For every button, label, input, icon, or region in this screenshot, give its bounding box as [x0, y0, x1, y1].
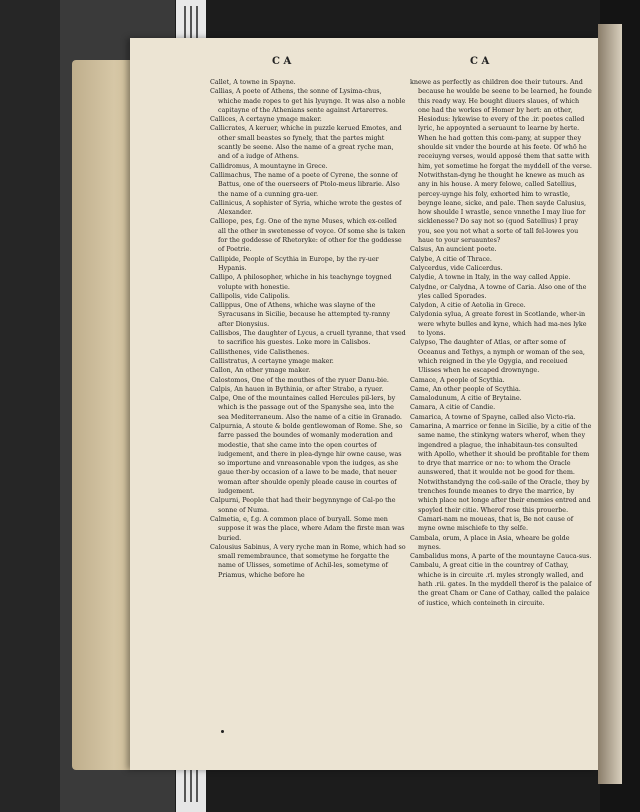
dictionary-entry: Camace, A people of Scythia. [410, 375, 505, 384]
dictionary-entry: Callimachus, The name of a poete of Cyrene, the sonne of Battus, one of the ouerseers of Ptolo-meus librarie. Also the name of a cunning gra-uer. [210, 170, 400, 198]
dictionary-entry: Calousius Sabinus, A very ryche man in Rome, which had so small remembraunce, that sometyme he forgatte the name of Ulisses, sometime of Achil-les, sometyme of Priamus, whiche before he [210, 542, 406, 579]
running-header [140, 56, 590, 74]
dictionary-entry: Calpurni, People that had their begynnynge of Cal-po the sonne of Numa. [210, 496, 396, 514]
dictionary-entry: Cambala, orum, A place in Asia, wheare be golde mynes. [410, 533, 570, 551]
dictionary-entry: Callipide, People of Scythia in Europe, by the ry-uer Hypanis. [210, 254, 379, 272]
right-column [410, 78, 592, 608]
dictionary-entry: Calpis, An hauen in Bythinia, or after Strabo, a ryuer. [210, 384, 384, 393]
background-strip [0, 0, 60, 812]
dictionary-entry: Callices, A certayne ymage maker. [210, 115, 322, 124]
dictionary-entry: Calostomos, One of the mouthes of the ryuer Danu-bie. [210, 375, 389, 384]
dictionary-entry: Callet, A towne in Spayne. [210, 78, 296, 86]
header-right: C A [470, 56, 490, 67]
dictionary-entry: Callinicus, A sophister of Syria, whiche wrote the gestes of Alexander. [210, 198, 402, 217]
left-column [210, 78, 406, 580]
dictionary-entry: Calydne, or Calydna, A towne of Caria. Also one of the yles called Sporades. [410, 282, 587, 300]
dictionary-entry: Calydon, A citie of Aetolia in Grece. [410, 301, 526, 310]
dictionary-entry: Callipo, A philosopher, whiche in his teachynge toygned volupte with honestie. [210, 273, 392, 291]
dictionary-entry: Calybe, A citie of Thrace. [410, 254, 492, 263]
dictionary-entry: Callias, A poete of Athens, the sonne of Lysima-chus, whiche made ropes to get his lyuynge. It was also a noble capitayne of the Athenians sente against Artarerres. [210, 87, 406, 114]
dictionary-entry: Calpurnia, A stoute & bolde gentlewoman of Rome. She, so farre passed the boundes of womanly moderation and modestie, that she came into the open courtes of iudgement, and there in plea-dynge hir owne cause, was so importune and vnreasonable vpon the iudges, as she gaue ther-by occasion of a lawe to be made, that neuer woman after shoulde openly pleade cause in courtes of iudgement. [210, 421, 403, 496]
dictionary-entry: Calycerdus, vide Calicerdus. [410, 263, 503, 272]
dictionary-entry: Camarina, A marrice or fenne in Sicilie, by a citie of the same name, the stinkyng waters wherof, when they ingendred a plague, the inhabitaun-tes consulted with Apollo, whether it should be profitable for them to drye that marrice or no: to whom the Oracle aunswered, that it woulde not be good for them. Notwithstandyng the coū-saile of the Oracle, they by trenches founde meanes to drye the marrice, by which place not longe after their enemies entred and spoyled their citie. Wherof rose this prouerbe. Camari-nam ne moueas, that is, Be not cause of myne owne mischiefe to thy selfe. [410, 421, 592, 533]
dictionary-entry: Cambalu, A great citie in the countrey of Cathay, whiche is in circuite .rl. myles strongly walled, and hath .rii. gates. In the myddell therof is the palaice of the great Cham or Cane of Cathay, called the palaice of iustice, which conteineth in circuite. [410, 561, 592, 607]
dictionary-entry: Calypso, The daughter of Atlas, or after some of Oceanus and Tethys, a nymph or woman of the sea, which reigned in the yle Ogygia, and receiued Ulisses when he escaped drownynge. [410, 338, 585, 375]
dictionary-entry: Came, An other people of Scythia. [410, 384, 521, 393]
dictionary-entry: Calliope, pes, f.g. One of the nyne Muses, which ex-celled all the other in swetenesse of voyce. Of some she is taken for the goddesse of Rhetoryke: of other for the goddesse of Poetrie. [210, 217, 406, 254]
dictionary-entry: Camarica, A towne of Spayne, called also Victo-ria. [410, 412, 576, 421]
dictionary-entry: Calydie, A towne in Italy, in the way called Appie. [410, 273, 571, 282]
dictionary-entry: Calpe, One of the mountaines called Hercules pil-lers, by which is the passage out of the Spanyshe sea, into the sea Mediterraneum. Also the name of a citie in Granado. [210, 394, 402, 421]
dictionary-entry: Callisbos, The daughter of Lycus, a cruell tyranne, that vsed to sacrifice his guestes. Loke more in Calisbos. [210, 329, 406, 347]
dictionary-entry: Camara, A citie of Candie. [410, 403, 496, 412]
dictionary-entry: Callon, An other ymage maker. [210, 366, 311, 375]
header-left: C A [272, 56, 292, 67]
dictionary-entry: Callipolis, vide Calipolis. [210, 291, 290, 300]
facing-page-edge [598, 24, 622, 784]
dictionary-entry: knewe as perfectly as children doe their tutours. And because he woulde be seene to be learned, he founde this ready way. He bought diuers slaues, of which one had the workes of Homer by hert: an other, Hesiodus: lykewise to every of the .ir. poetes called lyric, he appoynted a seruaunt to learne by herte. When he had gotten this com-pany, at supper they shoulde sit vnder the bourde at his feete. Of whō he receiuyng verses, would apposé them that satte with him, yet sometime he forgat the myddell of the verse. Notwithstan-dyng he thought he knewe as much as any in his house. A mery felowe, called Satellius, percey-uynge his foly, exhorted him to wrastle, beynge leane, sicke, and pale. Then sayde Calusius, how shoulde I wrastle, sence vnnethe I may liue for sicklenesse? Do say not so (quod Satellius) I pray you, see you not what a sorte of tall fel-lowes you haue to your seruauntes? [410, 78, 592, 245]
dictionary-entry: Calmetia, e, f.g. A common place of buryall. Some men suppose it was the place, where Adam the firste man was buried. [210, 514, 405, 542]
dictionary-entry: Callistratus, A certayne ymage maker. [210, 356, 334, 365]
dictionary-entry: Cambalidus mons, A parte of the mountayne Cauca-sus. [410, 552, 592, 561]
dictionary-entry: Camalodunum, A citie of Brytaine. [410, 394, 522, 403]
dictionary-entry: Callisthenes, vide Calisthenes. [210, 347, 310, 356]
dictionary-entry: Calydonia sylua, A greate forest in Scotlande, wher-in were whyte bulles and kyne, which had ma-nes lyke to lyons. [410, 310, 587, 338]
dictionary-entry: Calsus, An auncient poete. [410, 245, 497, 254]
dictionary-entry: Callippus, One of Athens, whiche was slayne of the Syracusans in Sicilie, because he attempted ty-ranny after Dionysius. [210, 301, 391, 328]
dictionary-entry: Callidromus, A mountayne in Grece. [210, 161, 328, 170]
dictionary-entry: Callicrates, A keruer, whiche in puzzle kerued Emotes, and other small beastes so fynely, that the partes might scantly be seene. Also the name of a great ryche man, and of a iudge of Athens. [210, 124, 402, 161]
page-mark [221, 730, 224, 733]
